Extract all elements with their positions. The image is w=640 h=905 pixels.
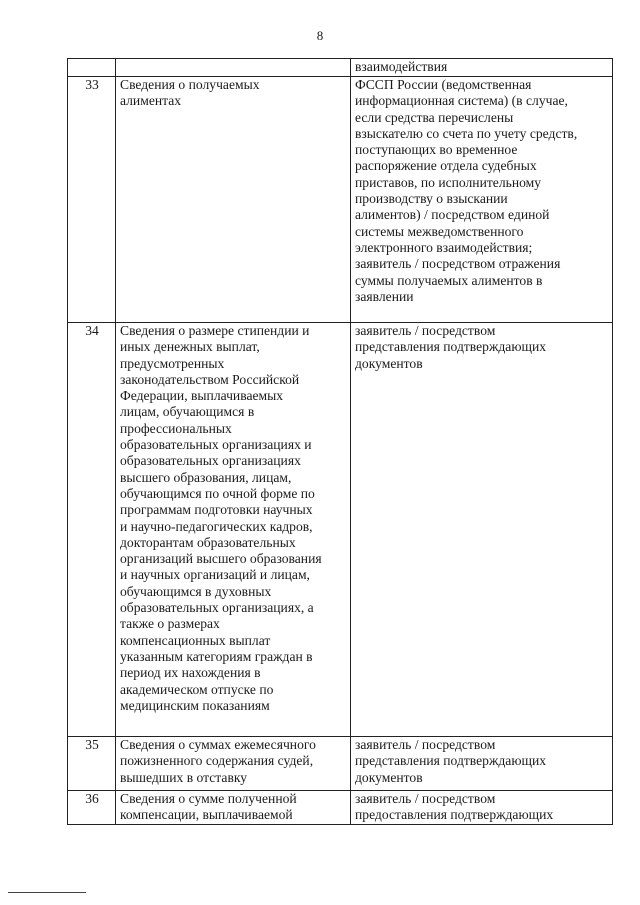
row-source-cell (351, 323, 613, 737)
table-row-continuation (68, 59, 613, 77)
row-info-cell (116, 59, 351, 77)
row-source-cell (351, 737, 613, 791)
row-source-cell (351, 59, 613, 77)
row-number-cell (68, 77, 116, 323)
info-text: Сведения о размере стипендии и иных денежных выплат, предусмотренных законодательством Российской Федерации, выплачиваемых лицам, обучающимся в профессиональных образовательных организациях и образовательных организациях высшего образования, лицам, обучающимся по очной форме по программам подготовки научных и научно-педагогических кадров, докторантам образовательных организаций высшего образования и научных организаций и лицам, обучающимся в духовных образовательных организациях, а также о размерах компенсационных выплат указанным категориям граждан в период их нахождения в академическом отпуске по медицинским показаниям (120, 323, 322, 713)
info-text: Сведения о суммах ежемесячного пожизненного содержания судей, вышедших в отставку (120, 737, 316, 785)
row-number: 36 (85, 791, 99, 806)
table-row-34 (68, 323, 613, 737)
row-number-cell (68, 737, 116, 791)
table-row-33 (68, 77, 613, 323)
row-info-cell (116, 77, 351, 323)
source-text: заявитель / посредством представления подтверждающих документов (355, 323, 547, 371)
row-info-cell (116, 791, 351, 825)
row-source-cell (351, 791, 613, 825)
row-number-cell (68, 323, 116, 737)
source-text: заявитель / посредством предоставления подтверждающих (355, 791, 554, 823)
services-table (67, 58, 613, 825)
info-text: Сведения о получаемых алиментах (120, 77, 260, 109)
info-text: Сведения о сумме полученной компенсации, выплачиваемой (120, 791, 297, 823)
table-row-35 (68, 737, 613, 791)
row-number: 34 (85, 323, 99, 338)
row-info-cell (116, 323, 351, 737)
row-number: 33 (85, 77, 99, 92)
footnote-divider (8, 892, 86, 893)
row-number-cell (68, 59, 116, 77)
row-source-cell (351, 77, 613, 323)
row-number: 35 (85, 737, 99, 752)
source-text: ФССП России (ведомственная информационная система) (в случае, если средства перечислены взыскателю со счета по учету средств, поступающих во временное распоряжение отдела судебных приставов, по исполнительному производству о взыскании алиментов) / посредством единой системы межведомственного электронного взаимодействия; заявитель / посредством отражения суммы получаемых алиментов в заявлении (355, 77, 578, 304)
source-text: взаимодействия (355, 59, 448, 74)
page-number: 8 (316, 28, 324, 43)
row-number-cell (68, 791, 116, 825)
source-text: заявитель / посредством представления подтверждающих документов (355, 737, 547, 785)
row-info-cell (116, 737, 351, 791)
table-row-36 (68, 791, 613, 825)
